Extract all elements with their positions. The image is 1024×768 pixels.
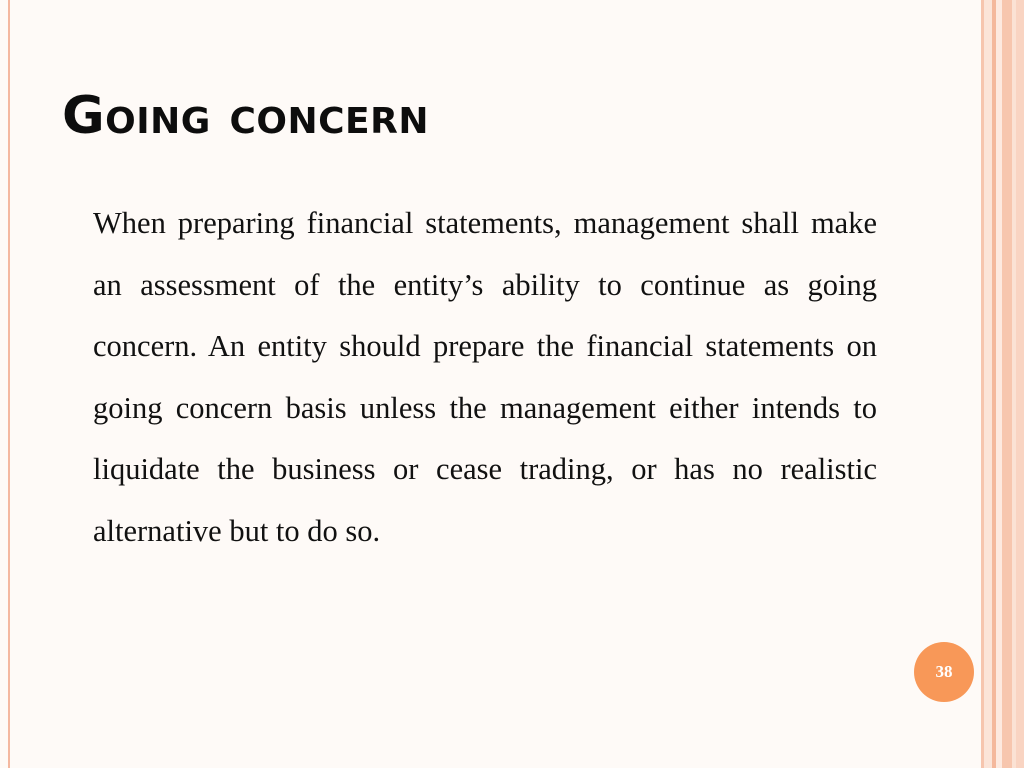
right-stripe-decoration xyxy=(980,0,1024,768)
slide-title: Going concern xyxy=(62,86,429,146)
left-border-line xyxy=(8,0,10,768)
stripe xyxy=(1016,0,1024,768)
page-number: 38 xyxy=(935,662,953,681)
slide-body-text: When preparing financial statements, management shall make an assessment of the entity’s ability to continue as going concern. An entity should prepare the financial statements on going concern basis unless the management either intends to liquidate the business or cease trading, or has no realistic alternative but to do so. xyxy=(93,206,877,548)
stripe xyxy=(1002,0,1012,768)
page-number-badge xyxy=(914,642,974,702)
stripe xyxy=(984,0,992,768)
